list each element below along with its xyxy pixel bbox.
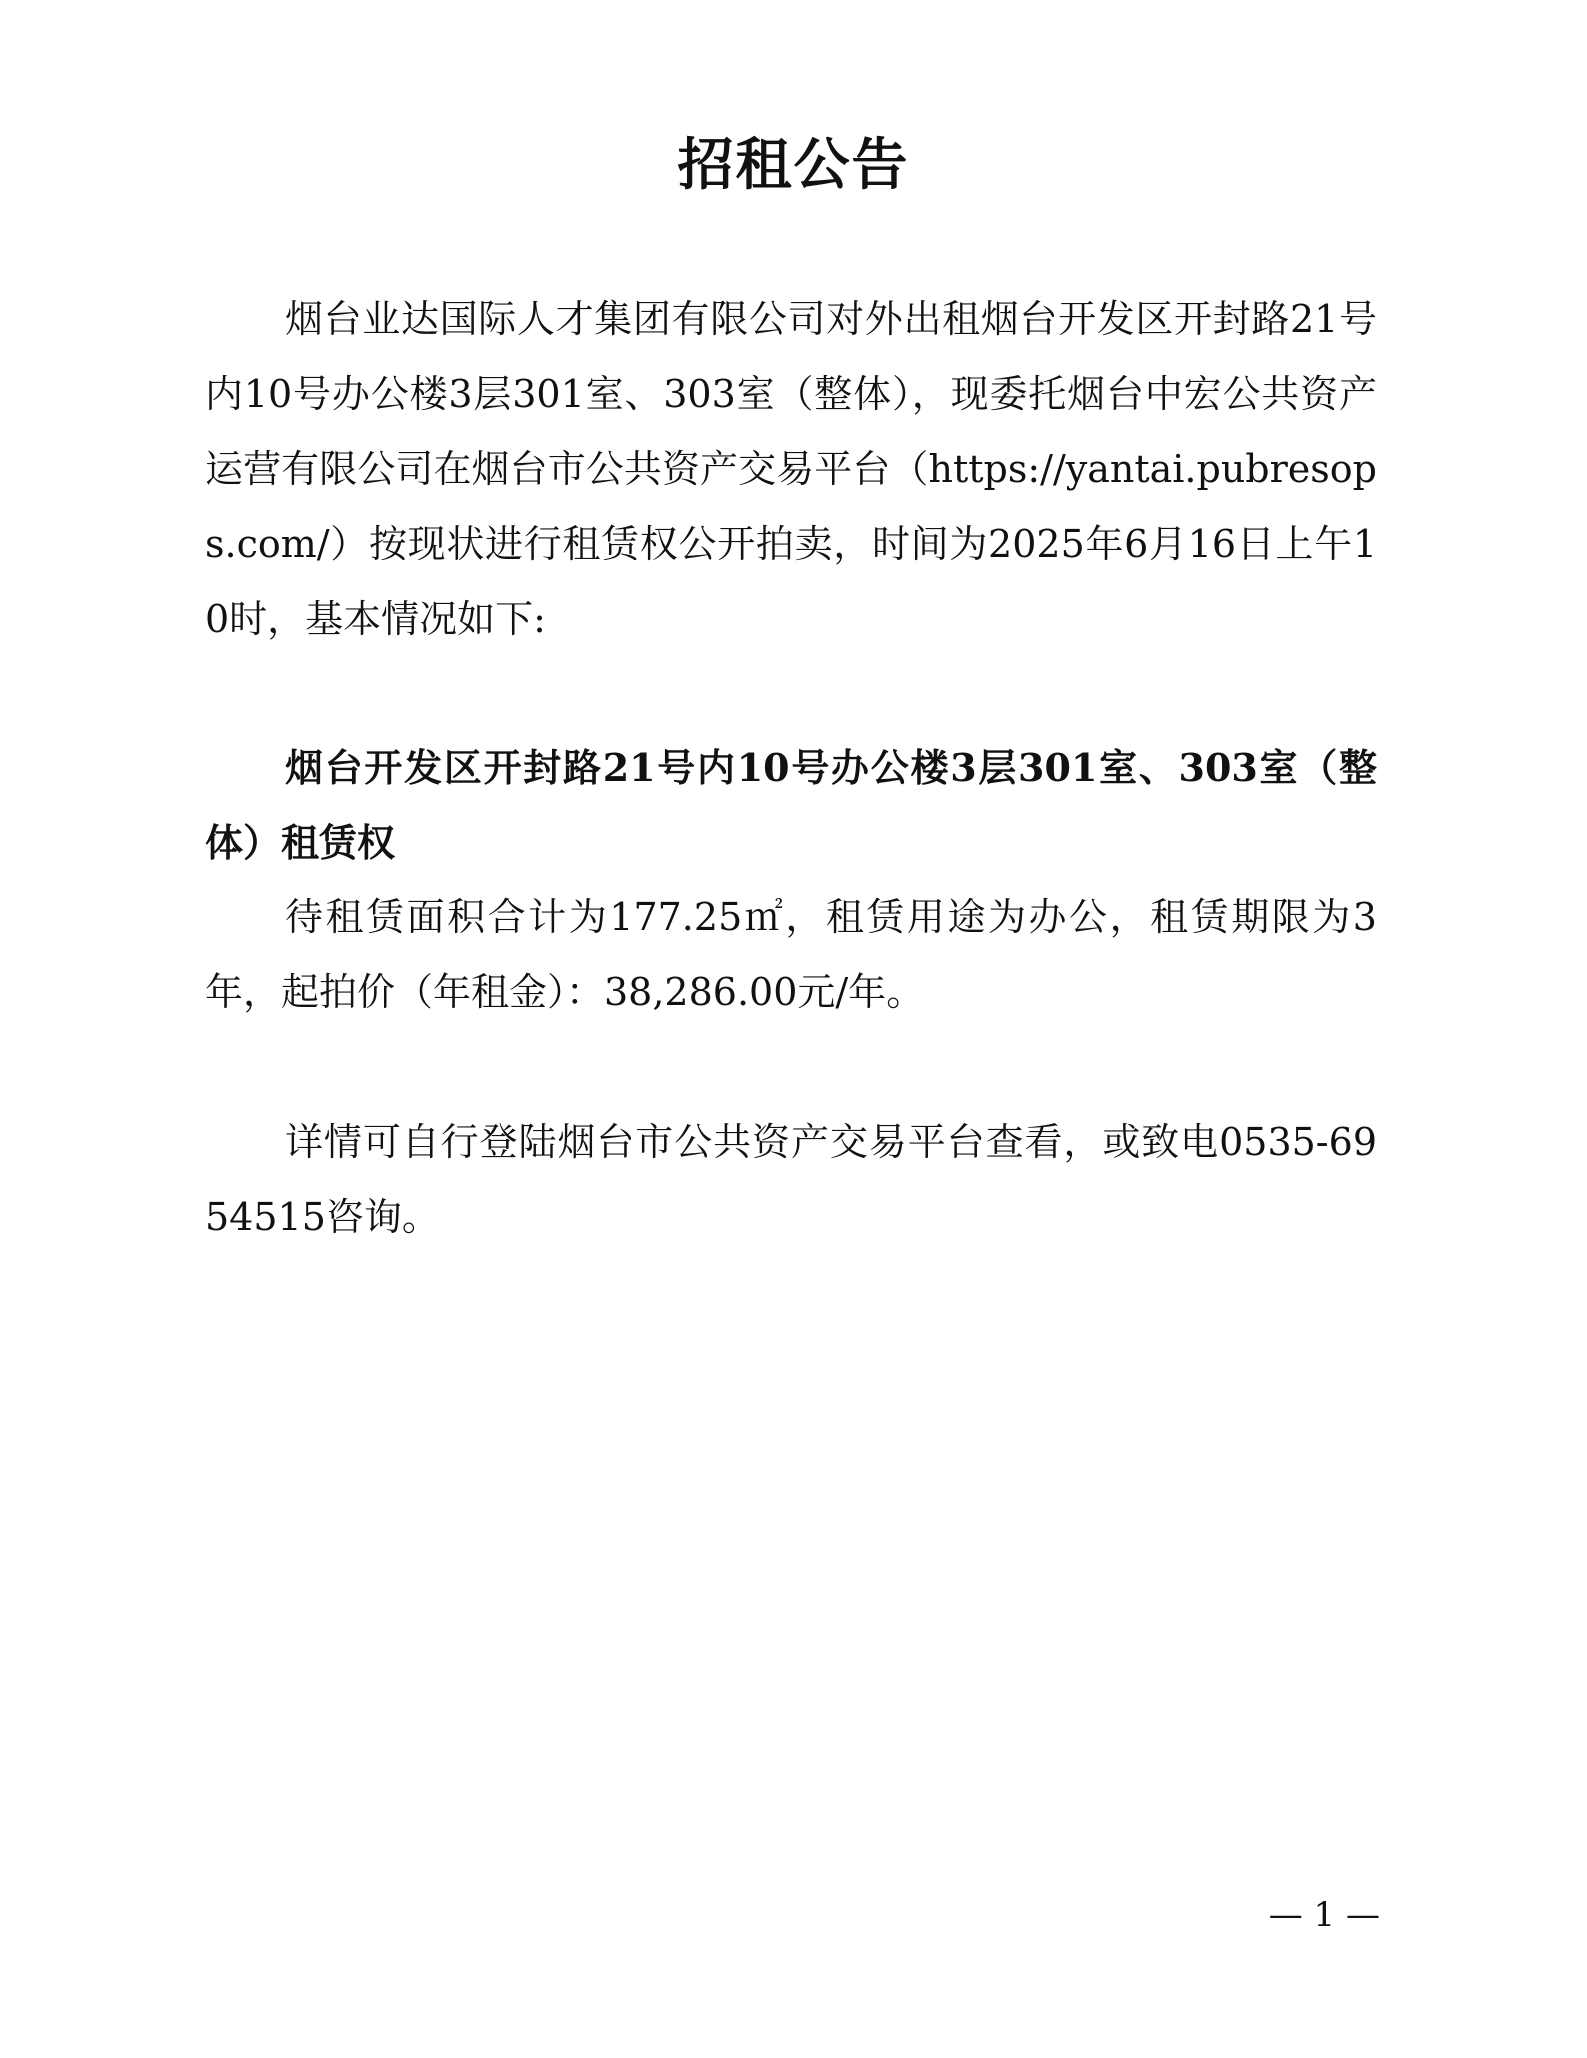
contact-paragraph: 详情可自行登陆烟台市公共资产交易平台查看，或致电0535-6954515咨询。: [205, 1120, 1377, 1239]
intro-paragraph: 烟台业达国际人才集团有限公司对外出租烟台开发区开封路21号内10号办公楼3层301室、303室（整体），现委托烟台中宏公共资产运营有限公司在烟台市公共资产交易平台（https://yantai.pubresops.com/）按现状进行租赁权公开拍卖，时间为2025年6月16日上午10时，基本情况如下:: [205, 297, 1377, 641]
page-number: — 1 —: [1268, 1895, 1380, 1935]
item-details-paragraph: 待租赁面积合计为177.25㎡，租赁用途为办公，租赁期限为3年，起拍价（年租金）：38,286.00元/年。: [205, 895, 1377, 1014]
item-heading: 烟台开发区开封路21号内10号办公楼3层301室、303室（整体）租赁权: [205, 745, 1377, 865]
page-title: 招租公告: [677, 132, 910, 198]
